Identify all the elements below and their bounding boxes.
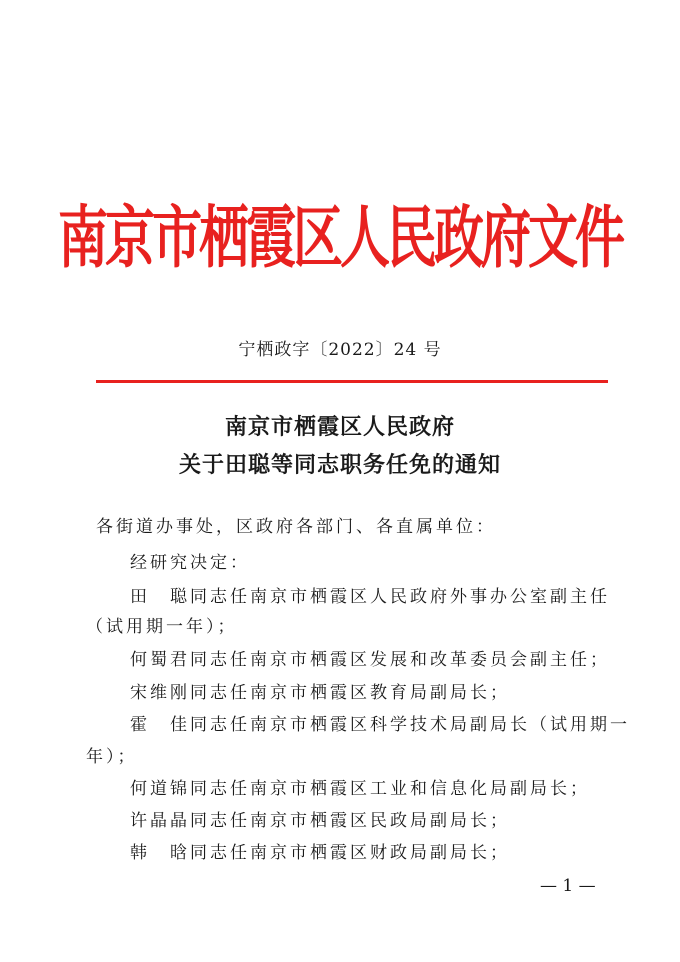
document-title-line-1: 南京市栖霞区人民政府: [224, 414, 455, 440]
salutation: 各街道办事处，区政府各部门、各直属单位：: [96, 517, 496, 537]
body-line: 经研究决定：: [130, 553, 250, 573]
body-line: 霍 佳同志任南京市栖霞区科学技术局副局长（试用期一: [130, 715, 630, 735]
document-header: 南京市栖霞区人民政府文件: [58, 198, 622, 278]
body-line: 韩 晗同志任南京市栖霞区财政局副局长；: [130, 843, 510, 863]
body-line: 何蜀君同志任南京市栖霞区发展和改革委员会副主任；: [130, 650, 610, 670]
body-line: （试用期一年）；: [86, 617, 238, 637]
body-line: 许晶晶同志任南京市栖霞区民政局副局长；: [130, 811, 510, 831]
red-divider-rule: [96, 380, 608, 383]
body-line: 宋维刚同志任南京市栖霞区教育局副局长；: [130, 683, 510, 703]
document-number: 宁栖政字〔2022〕24 号: [238, 340, 442, 360]
body-line: 年）；: [86, 747, 138, 767]
body-line: 何道锦同志任南京市栖霞区工业和信息化局副局长；: [130, 779, 590, 799]
document-title-line-2: 关于田聪等同志职务任免的通知: [178, 452, 501, 478]
body-line: 田 聪同志任南京市栖霞区人民政府外事办公室副主任: [130, 587, 610, 607]
page-number: — 1 —: [540, 876, 596, 896]
